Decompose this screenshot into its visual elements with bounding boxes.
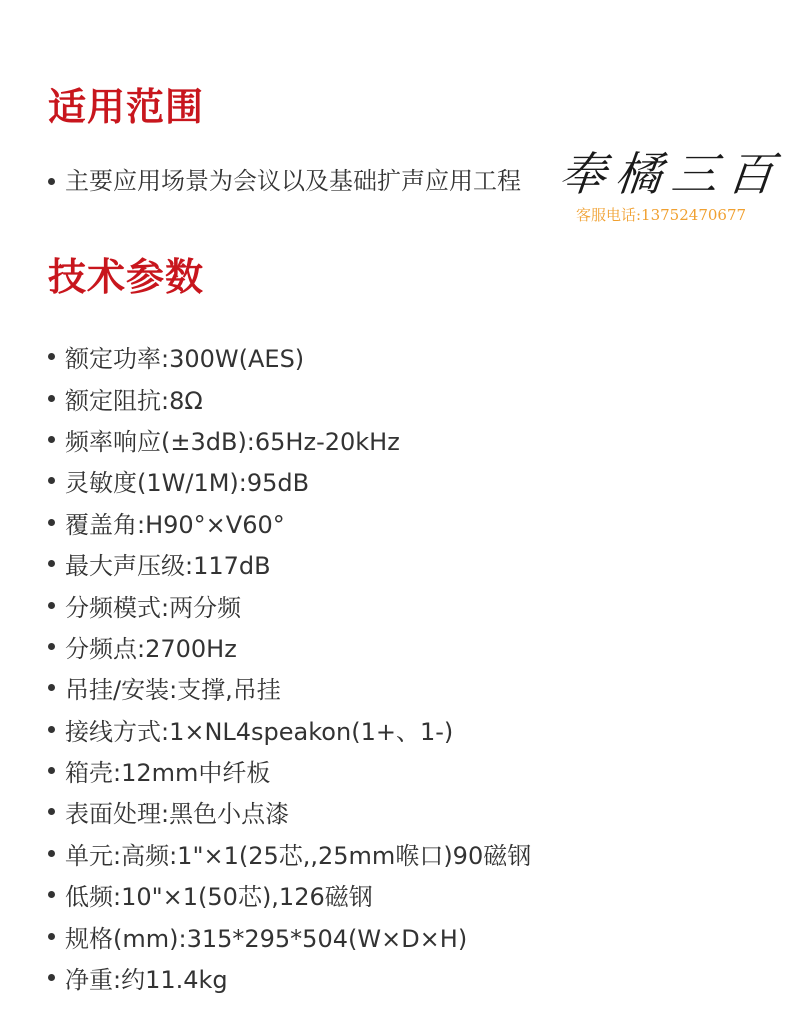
spec-text: 单元:高频:1"×1(25芯,,25mm喉口)90磁钢 [65, 841, 532, 870]
spec-text: 吊挂/安装:支撑,吊挂 [65, 676, 281, 705]
specs-list [48, 336, 531, 998]
bullet-dot [48, 602, 55, 609]
spec-item-coverage [48, 502, 531, 543]
spec-text: 分频模式:两分频 [65, 593, 242, 622]
scope-text: 主要应用场景为会议以及基础扩声应用工程 [65, 167, 521, 195]
bullet-dot [48, 808, 55, 815]
spec-text: 接线方式:1×NL4speakon(1+、1-) [65, 717, 454, 746]
scope-title: 适用范围 [48, 85, 205, 129]
spec-item-high-driver [48, 833, 531, 874]
bullet-dot [48, 560, 55, 567]
watermark-shop-name: 奉橘三百 [556, 147, 787, 201]
bullet-dot [48, 477, 55, 484]
spec-text: 低频:10"×1(50芯),126磁钢 [65, 883, 373, 912]
spec-item-dimensions [48, 915, 531, 956]
spec-text: 最大声压级:117dB [65, 552, 271, 581]
scope-item [48, 166, 521, 196]
spec-text: 箱壳:12mm中纤板 [65, 759, 271, 788]
bullet-dot [48, 353, 55, 360]
spec-item-impedance [48, 377, 531, 418]
spec-item-finish [48, 791, 531, 832]
spec-item-frequency-response [48, 419, 531, 460]
spec-item-rated-power [48, 336, 531, 377]
spec-text: 频率响应(±3dB):65Hz-20kHz [65, 427, 400, 456]
spec-item-enclosure [48, 750, 531, 791]
bullet-dot [48, 178, 55, 185]
spec-item-max-spl [48, 543, 531, 584]
shop-watermark [556, 138, 787, 230]
specs-title: 技术参数 [48, 255, 205, 299]
bullet-dot [48, 395, 55, 402]
spec-item-sensitivity [48, 460, 531, 501]
spec-text: 额定阻抗:8Ω [65, 386, 203, 415]
watermark-phone: 客服电话:13752470677 [576, 206, 747, 224]
bullet-dot [48, 891, 55, 898]
spec-text: 额定功率:300W(AES) [65, 345, 305, 374]
spec-text: 净重:约11.4kg [65, 966, 228, 995]
spec-text: 灵敏度(1W/1M):95dB [65, 469, 310, 498]
bullet-dot [48, 767, 55, 774]
spec-text: 表面处理:黑色小点漆 [65, 800, 290, 829]
bullet-dot [48, 850, 55, 857]
spec-item-crossover-point [48, 626, 531, 667]
bullet-dot [48, 726, 55, 733]
spec-text: 分频点:2700Hz [65, 634, 237, 663]
bullet-dot [48, 519, 55, 526]
spec-item-connection [48, 709, 531, 750]
spec-item-crossover-mode [48, 584, 531, 625]
bullet-dot [48, 643, 55, 650]
spec-text: 规格(mm):315*295*504(W×D×H) [65, 924, 468, 953]
bullet-dot [48, 436, 55, 443]
bullet-dot [48, 684, 55, 691]
bullet-dot [48, 974, 55, 981]
spec-item-low-driver [48, 874, 531, 915]
spec-text: 覆盖角:H90°×V60° [65, 510, 285, 539]
spec-item-mounting [48, 667, 531, 708]
bullet-dot [48, 933, 55, 940]
spec-item-net-weight [48, 957, 531, 998]
